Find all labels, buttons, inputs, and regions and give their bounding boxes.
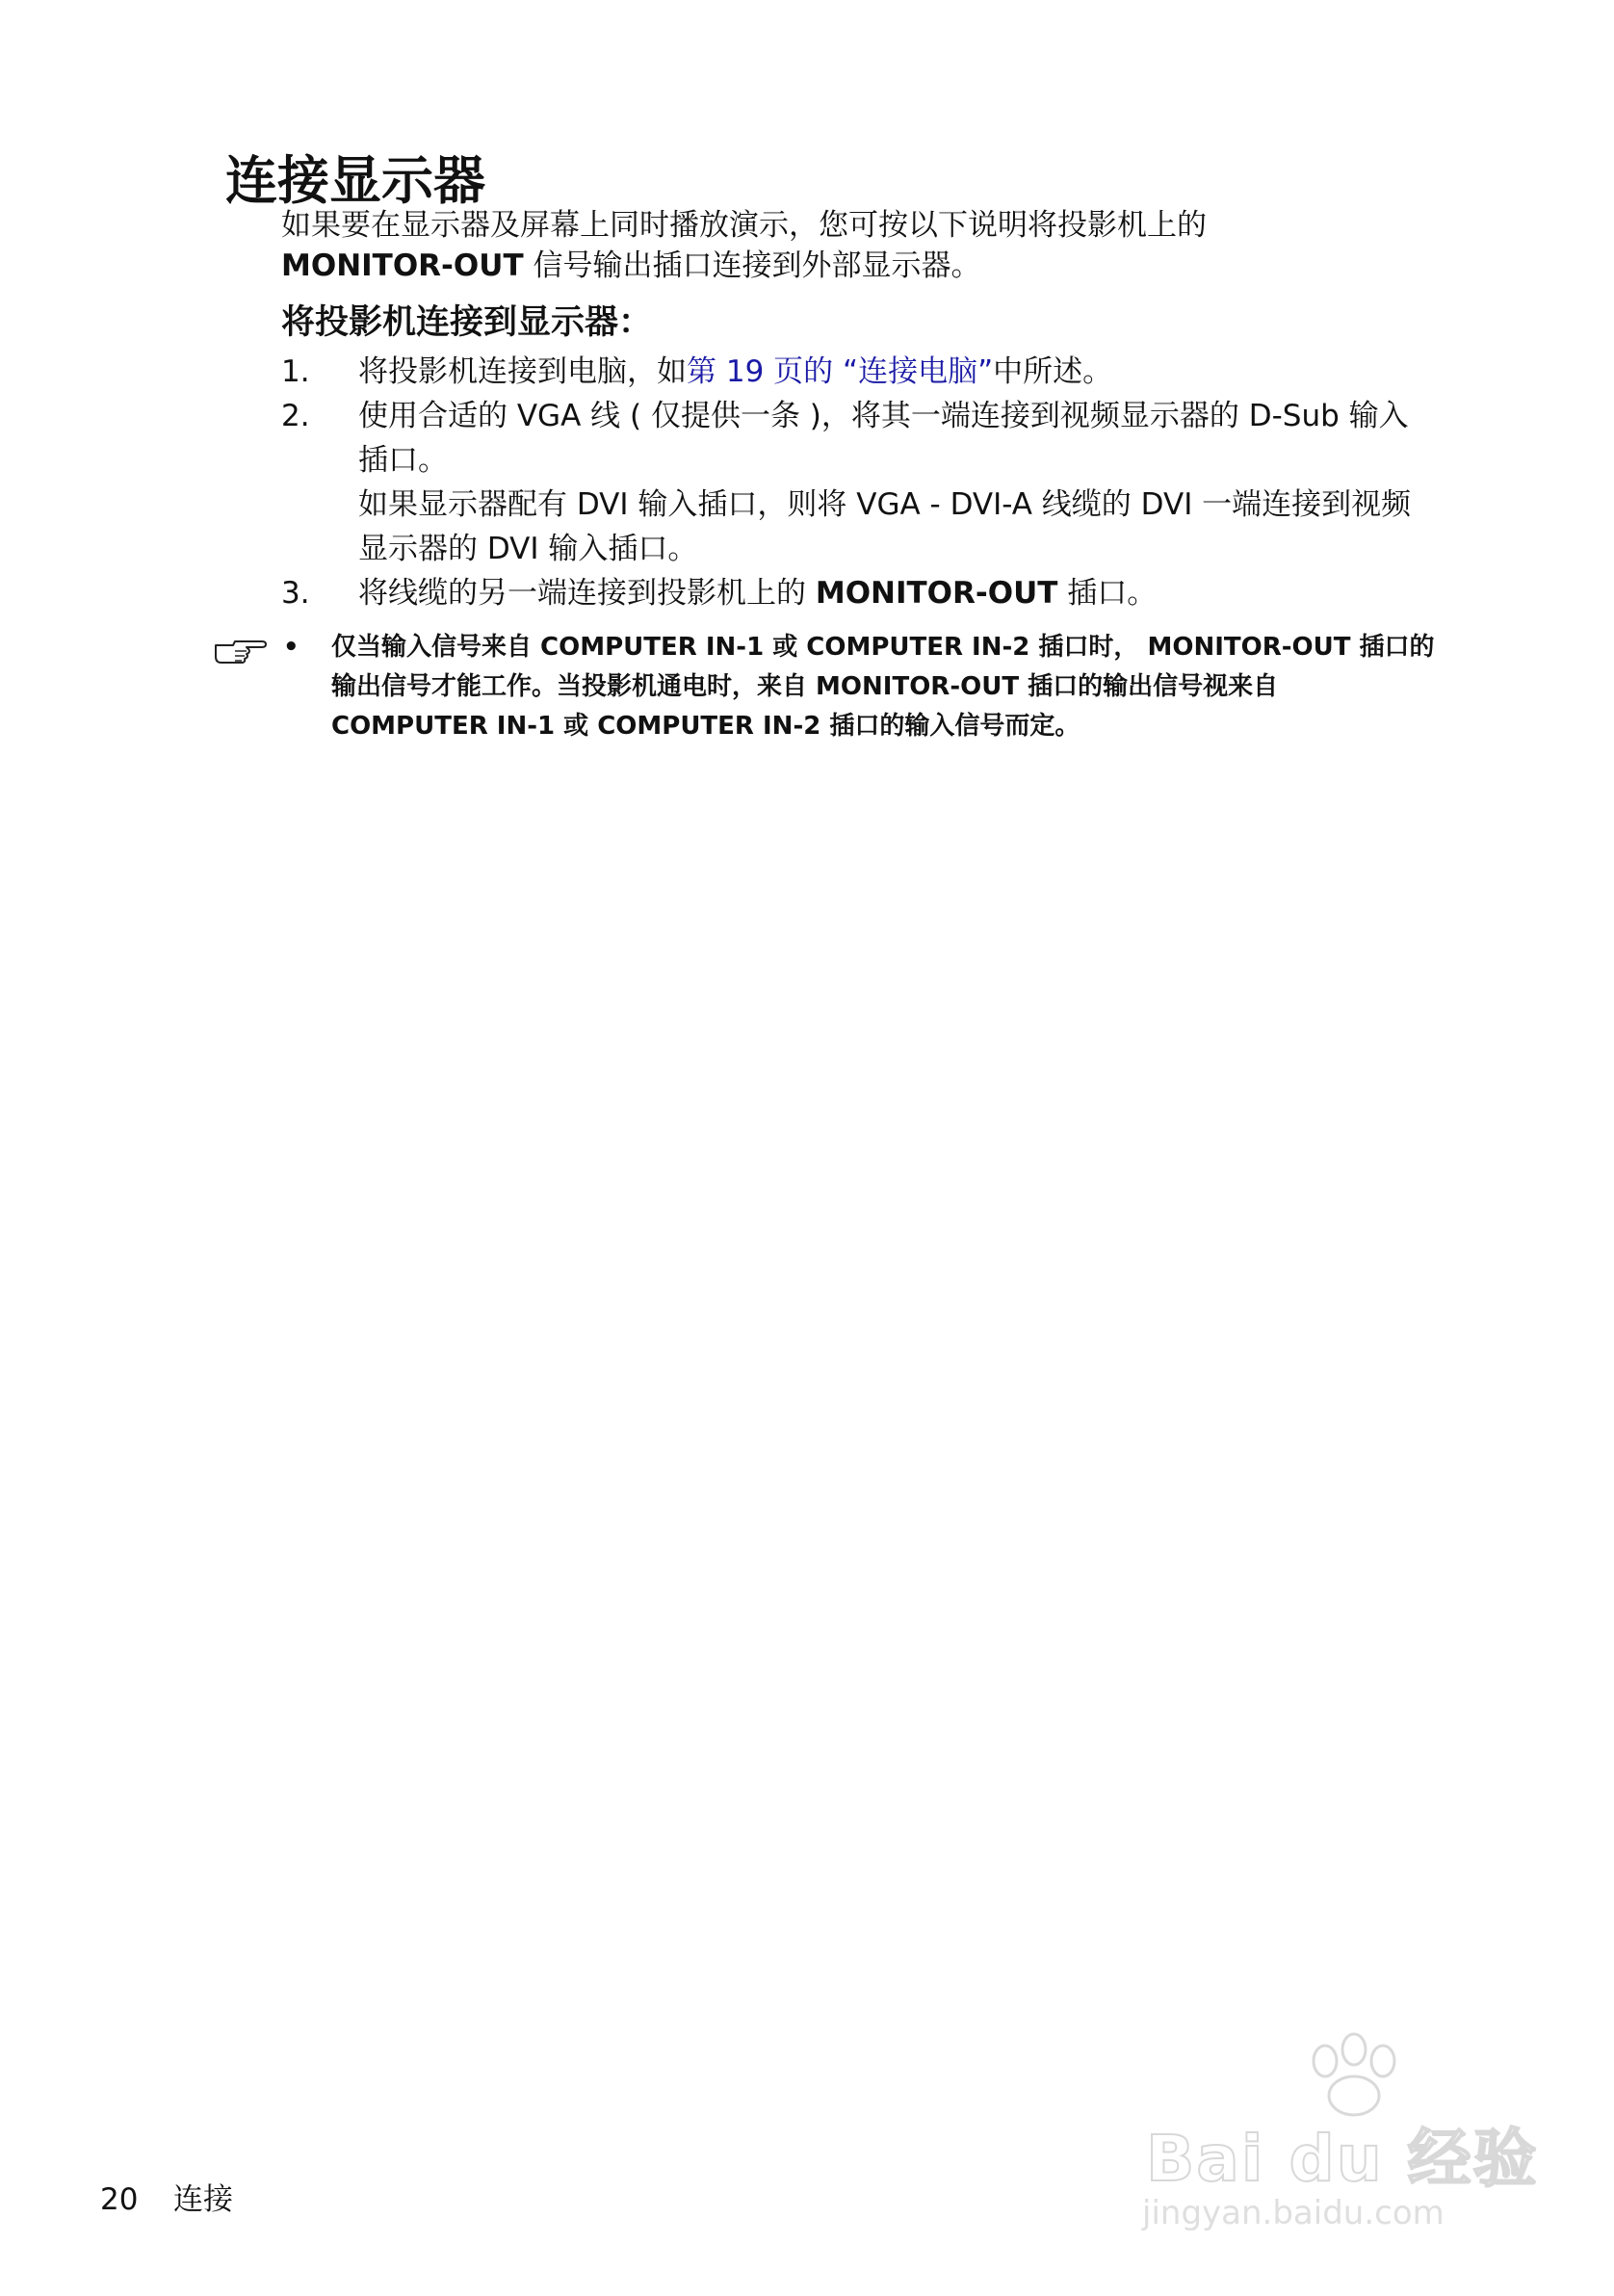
intro-line-1: 如果要在显示器及屏幕上同时播放演示，您可按以下说明将投影机上的 (281, 208, 1207, 243)
steps-list (281, 350, 1495, 615)
note-line-2: 输出信号才能工作。当投影机通电时，来自 MONITOR-OUT 插口的输出信号视来自 (331, 672, 1279, 701)
note-text (331, 628, 1502, 746)
intro-line-2 (281, 246, 1207, 286)
paw-logo-icon (1290, 2032, 1416, 2119)
step-2 (281, 394, 1495, 571)
step-3 (281, 571, 1495, 615)
section-subheading: 将投影机连接到显示器： (281, 303, 653, 342)
step-text (358, 350, 1495, 394)
step-2-line-2: 插口。 (358, 443, 448, 478)
step-3-text-after: 插口。 (1057, 576, 1158, 611)
note-line-1: 仅当输入信号来自 COMPUTER IN-1 或 COMPUTER IN-2 插口时， MONITOR-OUT 插口的 (331, 633, 1435, 662)
pointing-hand-icon (212, 636, 273, 665)
page-number: 20 (100, 2182, 139, 2217)
monitor-out-term: MONITOR-OUT (281, 248, 524, 283)
intro-line-2-text: 信号输出插口连接到外部显示器。 (523, 248, 981, 283)
step-text (358, 571, 1495, 615)
step-1-text-before: 将投影机连接到电脑，如 (358, 354, 687, 389)
footer-section-name: 连接 (173, 2182, 233, 2217)
watermark-brand: Bai du 经验 (1146, 2122, 1539, 2196)
baidu-jingyan-watermark (1136, 2032, 1541, 2254)
note-line-3: COMPUTER IN-1 或 COMPUTER IN-2 插口的输入信号而定。 (331, 712, 1080, 741)
page-title: 连接显示器 (225, 150, 485, 211)
note-bullet: • (283, 633, 299, 662)
note-box (212, 628, 1502, 753)
step-2-line-1: 使用合适的 VGA 线 ( 仅提供一条 )，将其一端连接到视频显示器的 D-Sub 输入 (358, 399, 1409, 433)
step-1 (281, 350, 1495, 394)
connect-computer-link[interactable]: 第 19 页的 “连接电脑” (687, 354, 994, 389)
step-number: 1. (281, 354, 310, 389)
step-1-text-after: 中所述。 (993, 354, 1113, 389)
intro-paragraph (281, 205, 1207, 286)
step-number: 2. (281, 399, 310, 433)
monitor-out-term: MONITOR-OUT (815, 576, 1058, 611)
watermark-url: jingyan.baidu.com (1142, 2194, 1445, 2232)
step-number: 3. (281, 576, 310, 611)
step-2-line-3: 如果显示器配有 DVI 输入插口，则将 VGA - DVI-A 线缆的 DVI 一端连接到视频 (358, 487, 1412, 522)
step-3-text-before: 将线缆的另一端连接到投影机上的 (358, 576, 816, 611)
step-2-line-4: 显示器的 DVI 输入插口。 (358, 532, 698, 566)
